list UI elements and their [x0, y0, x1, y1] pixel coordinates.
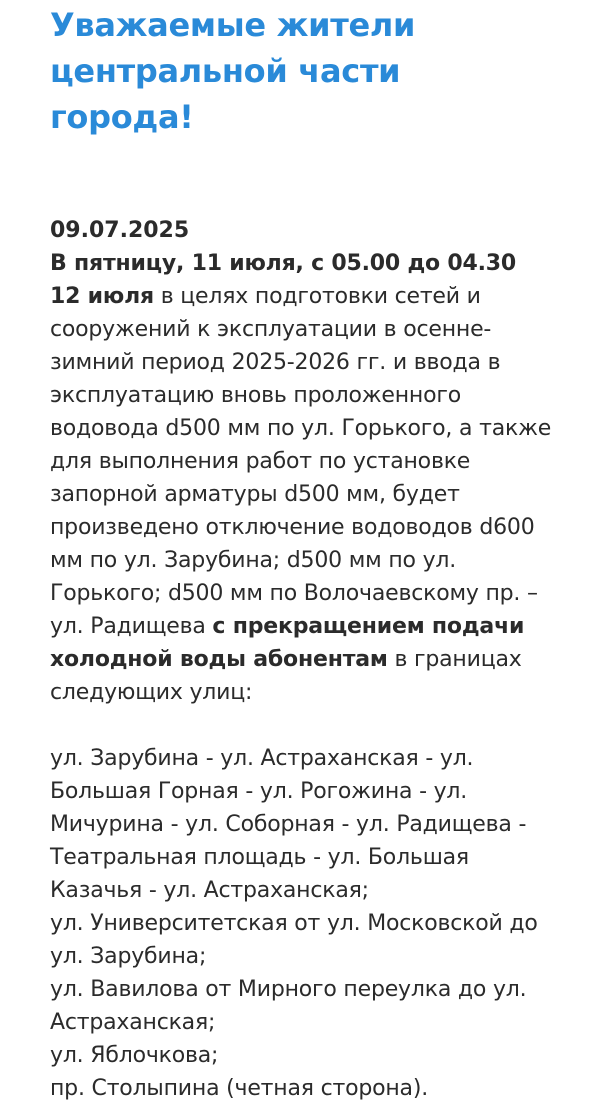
- street-entry: пр. Столыпина (четная сторона).: [50, 1076, 429, 1101]
- street-list: [50, 742, 552, 1105]
- outage-effect: с прекращением подачи холодной воды абонентам: [50, 614, 525, 672]
- street-entry: ул. Вавилова от Мирного переулка до ул. Астраханская;: [50, 977, 527, 1035]
- notice-date: 09.07.2025: [50, 218, 190, 243]
- outage-purpose: в целях подготовки сетей и сооружений к эксплуатации в осенне-зимний период 2025-2026 гг. и ввода в эксплуатацию вновь проложенного водовода d500 мм по ул. Горького, а также для выполнения работ по установке запорной арматуры d500 мм, будет произведено отключение водоводов d600 мм по ул. Зарубина; d500 мм по ул. Горького; d500 мм по Волочаевскому пр. – ул. Радищева: [50, 284, 552, 639]
- street-entry: ул. Зарубина - ул. Астраханская - ул. Большая Горная - ул. Рогожина - ул. Мичурина - ул. Соборная - ул. Радищева - Театральная площадь - ул. Большая Казачья - ул. Астраханская;: [50, 746, 527, 903]
- outage-period: В пятницу, 11 июля, с 05.00 до 04.30 12 июля: [50, 251, 516, 309]
- notice-title: Уважаемые жители центральной части города!: [50, 6, 416, 136]
- boundary-intro: в границах следующих улиц:: [50, 647, 522, 705]
- street-entry: ул. Яблочкова;: [50, 1043, 219, 1068]
- street-entry: ул. Университетская от ул. Московской до ул. Зарубина;: [50, 911, 538, 969]
- notice-body: [50, 247, 552, 709]
